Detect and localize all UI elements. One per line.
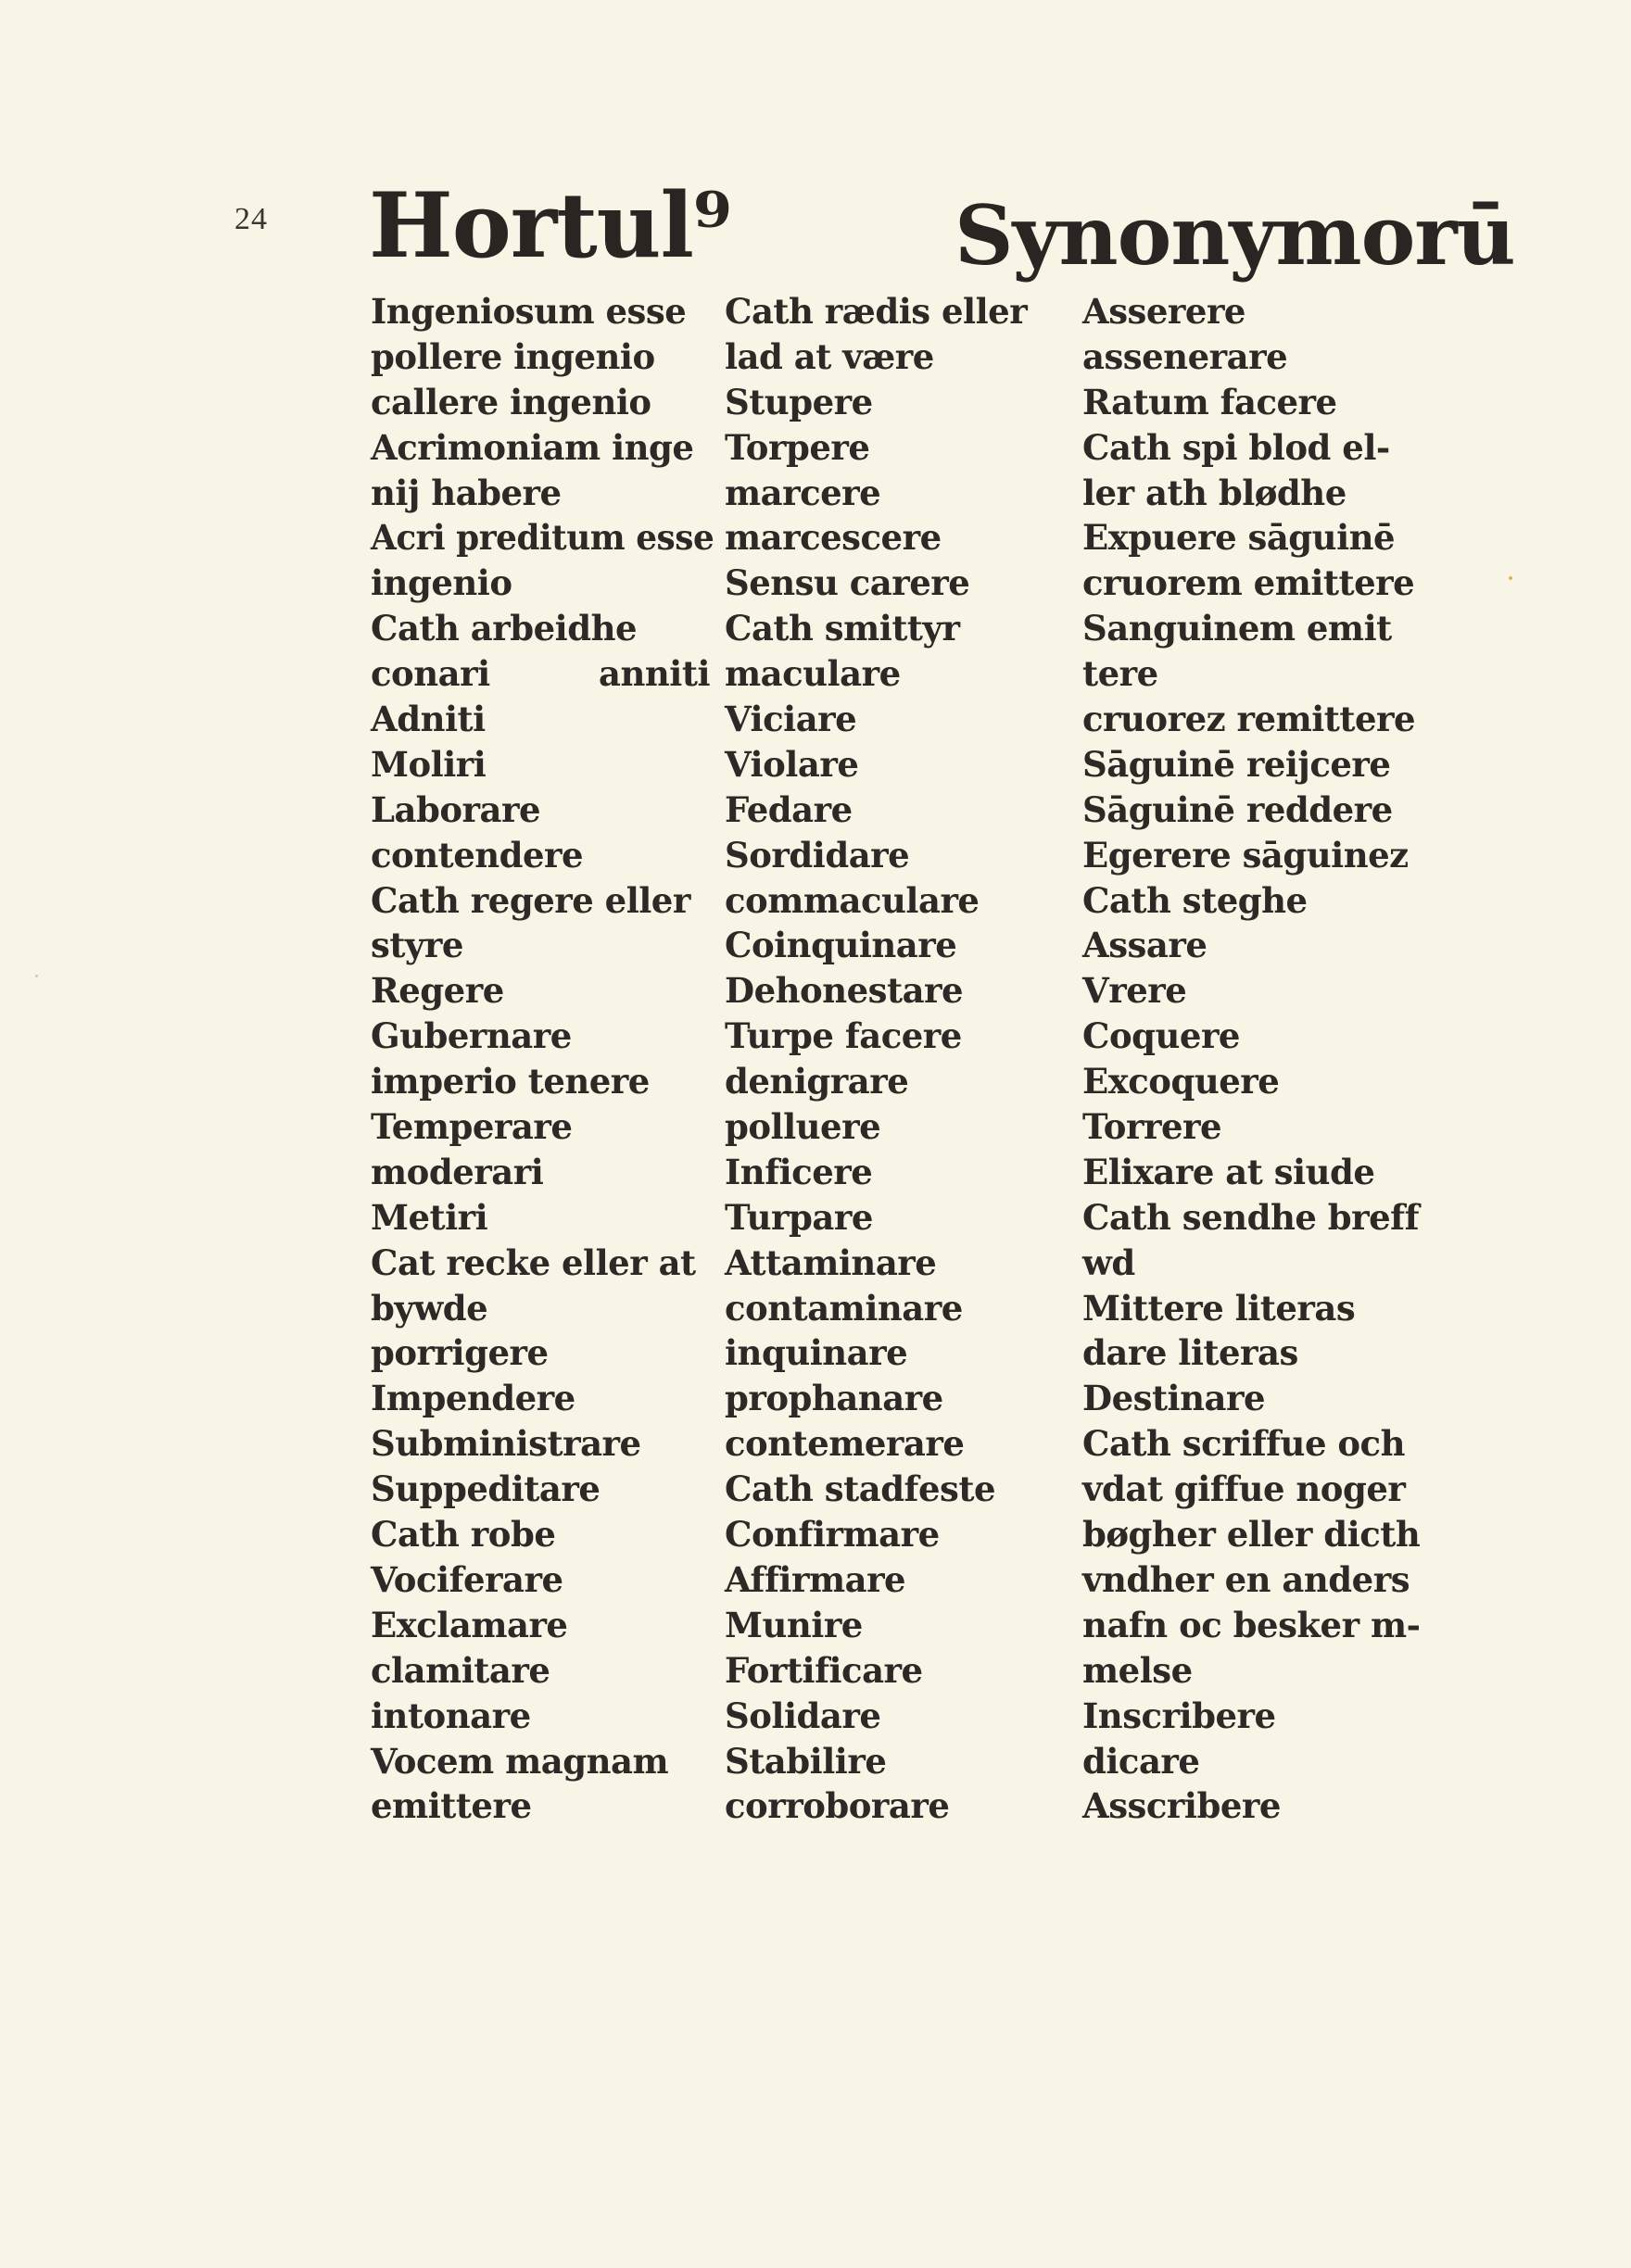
text-line: denigrare	[725, 1061, 909, 1102]
text-line: Asscribere	[1082, 1785, 1281, 1827]
text-line: ler ath blødhe	[1082, 472, 1347, 513]
text-line: nij habere	[371, 472, 562, 513]
text-line: nafn oc besker m-	[1082, 1604, 1421, 1645]
text-line: cruorez remittere	[1082, 699, 1416, 740]
page-number: 24	[234, 202, 268, 236]
text-line: Cath smittyr	[725, 608, 960, 649]
text-line: Stabilire	[725, 1740, 887, 1782]
text-line: Metiri	[371, 1196, 488, 1238]
text-line: polluere	[725, 1106, 881, 1148]
text-line: Acrimoniam inge	[371, 426, 694, 468]
text-line: Laborare	[371, 788, 541, 830]
text-line: Asserere	[1082, 291, 1245, 332]
text-line-part: conari	[371, 653, 490, 695]
paper-speck	[35, 975, 38, 977]
text-line: Fortificare	[725, 1649, 923, 1691]
text-line: Mittere literas	[1082, 1287, 1356, 1329]
text-line: callere ingenio	[371, 381, 651, 422]
text-line: dicare	[1082, 1740, 1200, 1782]
text-line: Destinare	[1082, 1378, 1266, 1419]
text-line: Cath rædis eller	[725, 291, 1028, 332]
text-line: Temperare	[371, 1106, 573, 1148]
text-line: Sāguinē reddere	[1082, 788, 1393, 830]
text-line: contaminare	[725, 1287, 963, 1329]
text-line: Inficere	[725, 1151, 873, 1192]
text-line: marcescere	[725, 517, 942, 559]
text-line: porrigere	[371, 1332, 549, 1374]
text-line: imperio tenere	[371, 1061, 650, 1102]
text-line: Adniti	[371, 699, 486, 740]
text-line: Cat recke eller at	[371, 1241, 696, 1283]
text-line: Cath robe	[371, 1514, 556, 1556]
text-line	[371, 651, 714, 697]
text-line: Elixare at siude	[1082, 1151, 1375, 1192]
text-line: Attaminare	[725, 1241, 937, 1283]
text-line: Suppeditare	[371, 1468, 601, 1510]
text-line: Confirmare	[725, 1514, 940, 1556]
text-line: Turpare	[725, 1196, 873, 1238]
text-line: Impendere	[371, 1378, 575, 1419]
text-line: cruorem emittere	[1082, 562, 1415, 604]
text-line: Munire	[725, 1604, 863, 1645]
text-line: Excoquere	[1082, 1061, 1280, 1102]
text-line: Exclamare	[371, 1604, 568, 1645]
text-line: Subministrare	[371, 1423, 641, 1465]
text-line-part: anniti	[599, 653, 710, 695]
text-line: Ratum facere	[1082, 381, 1337, 422]
text-line: Solidare	[725, 1695, 881, 1736]
text-line: bøgher eller dicth	[1082, 1514, 1421, 1556]
text-line: marcere	[725, 472, 881, 513]
text-line: Ingeniosum esse	[371, 291, 687, 332]
text-line: Cath regere eller	[371, 879, 690, 921]
text-column-3	[1082, 289, 1430, 1829]
text-line: Cath sendhe breff	[1082, 1196, 1419, 1238]
text-line: prophanare	[725, 1378, 943, 1419]
text-line: Fedare	[725, 788, 853, 830]
text-line: Coinquinare	[725, 925, 957, 966]
text-column-2	[725, 289, 1081, 1829]
text-line: dare literas	[1082, 1332, 1298, 1374]
text-line: Cath stadfeste	[725, 1468, 995, 1510]
text-line: Cath arbeidhe	[371, 608, 638, 649]
text-line: assenerare	[1082, 335, 1288, 377]
text-line: maculare	[725, 653, 901, 695]
text-line: Acri preditum esse	[371, 517, 714, 559]
text-line: intonare	[371, 1695, 531, 1736]
text-line: Cath scriffue och	[1082, 1423, 1405, 1465]
text-line: Dehonestare	[725, 970, 964, 1012]
text-line: Regere	[371, 970, 504, 1012]
text-line: Sanguinem emit	[1082, 608, 1392, 649]
text-line: contendere	[371, 834, 584, 876]
text-line: Egerere sāguinez	[1082, 834, 1409, 876]
text-line: bywde	[371, 1287, 488, 1329]
text-line: Vocem magnam	[371, 1740, 669, 1782]
text-line: Turpe facere	[725, 1015, 962, 1057]
text-line: Affirmare	[725, 1558, 906, 1600]
text-line: pollere ingenio	[371, 335, 655, 377]
paper-speck	[1509, 576, 1512, 580]
text-line: clamitare	[371, 1649, 550, 1691]
text-line: commaculare	[725, 879, 980, 921]
text-line: wd	[1082, 1241, 1135, 1283]
text-line: inquinare	[725, 1332, 908, 1374]
text-line: Gubernare	[371, 1015, 572, 1057]
text-line-split	[371, 651, 710, 697]
text-line: Assare	[1082, 925, 1207, 966]
text-line: Sordidare	[725, 834, 910, 876]
running-title-left: Hortul⁹	[369, 173, 731, 278]
text-line: Vociferare	[371, 1558, 563, 1600]
text-line: Cath spi blod el-	[1082, 426, 1390, 468]
text-line: Sensu carere	[725, 562, 970, 604]
text-line: Viciare	[725, 699, 857, 740]
text-line: Sāguinē reijcere	[1082, 743, 1391, 785]
text-line: vdat giffue noger	[1082, 1468, 1406, 1510]
text-line: Coquere	[1082, 1015, 1240, 1057]
text-line: melse	[1082, 1649, 1193, 1691]
text-line: Expuere sāguinē	[1082, 517, 1396, 559]
text-line: lad at være	[725, 335, 934, 377]
text-line: Vrere	[1082, 970, 1187, 1012]
text-line: styre	[371, 925, 463, 966]
text-line: corroborare	[725, 1785, 950, 1827]
text-line: Torpere	[725, 426, 870, 468]
text-line: Torrere	[1082, 1106, 1222, 1148]
text-line: ingenio	[371, 562, 512, 604]
text-line: tere	[1082, 653, 1158, 695]
text-line: Cath steghe	[1082, 879, 1308, 921]
text-line: Violare	[725, 743, 859, 785]
text-line: contemerare	[725, 1423, 965, 1465]
text-line: vndher en anders	[1082, 1558, 1410, 1600]
text-line: Moliri	[371, 743, 487, 785]
text-line: emittere	[371, 1785, 532, 1827]
text-line: Inscribere	[1082, 1695, 1276, 1736]
text-column-1	[371, 289, 714, 1829]
text-line: moderari	[371, 1151, 544, 1192]
text-line: Stupere	[725, 381, 873, 422]
running-title-right: Synonymorū	[955, 187, 1515, 284]
